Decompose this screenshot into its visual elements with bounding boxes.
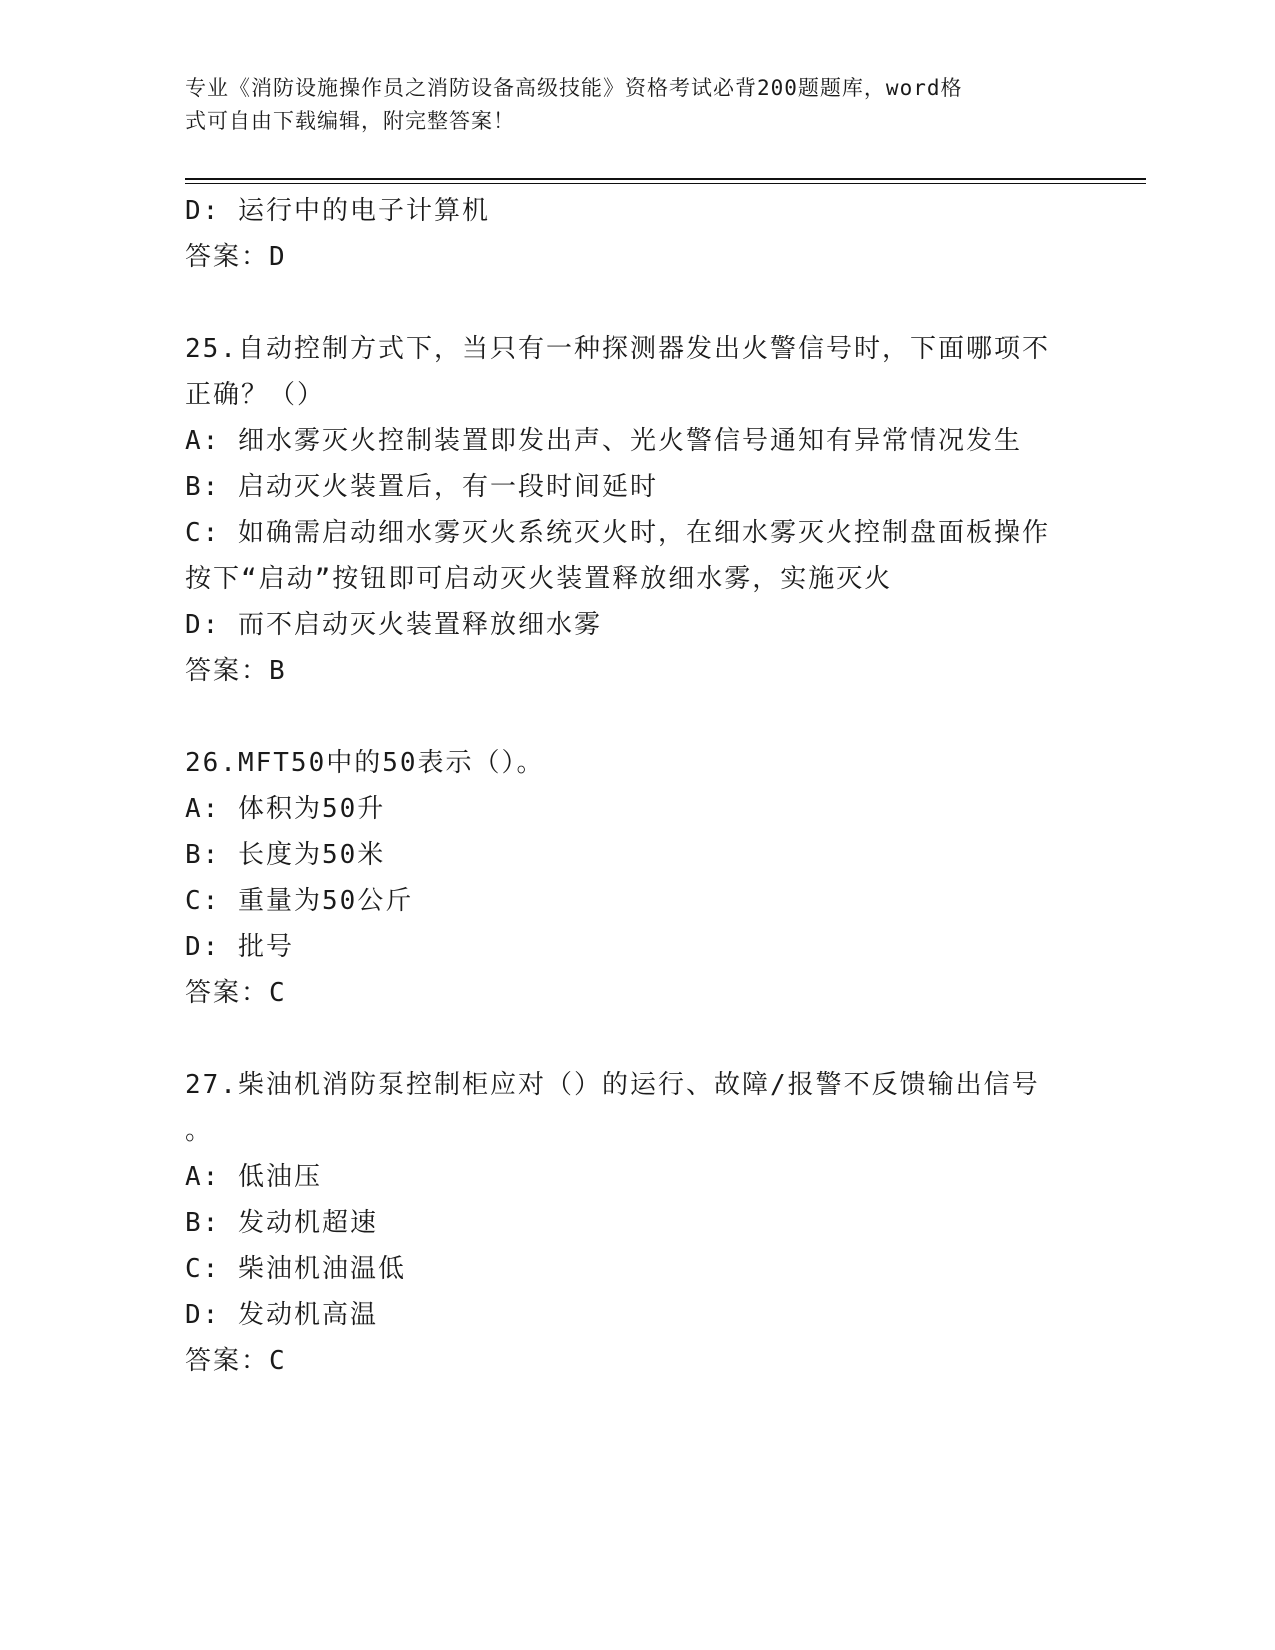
- question-stem-continued: 。: [185, 1116, 214, 1146]
- option-d: D: 发动机高温: [185, 1300, 378, 1330]
- option-c: C: 柴油机油温低: [185, 1254, 406, 1284]
- option-a: A: 体积为50升: [185, 794, 386, 824]
- answer: 答案：B: [185, 656, 287, 686]
- option-d: D: 运行中的电子计算机: [185, 196, 490, 226]
- spacer: [185, 694, 1085, 740]
- option-b: B: 启动灭火装置后，有一段时间延时: [185, 472, 658, 502]
- answer: 答案：D: [185, 242, 287, 272]
- option-a: A: 低油压: [185, 1162, 322, 1192]
- question-stem: 25.自动控制方式下，当只有一种探测器发出火警信号时，下面哪项不: [185, 334, 1050, 364]
- header-line-2: 式可自由下载编辑，附完整答案！: [185, 109, 515, 133]
- option-c-continued: 按下“启动”按钮即可启动灭火装置释放细水雾，实施灭火: [185, 564, 893, 594]
- spacer: [185, 280, 1085, 326]
- option-d: D: 而不启动灭火装置释放细水雾: [185, 610, 602, 640]
- question-27: [185, 1062, 1085, 1384]
- previous-question-tail: [185, 188, 1085, 280]
- header-divider-thin: [185, 183, 1146, 184]
- option-b: B: 发动机超速: [185, 1208, 378, 1238]
- question-stem: 26.MFT50中的50表示（）。: [185, 748, 545, 778]
- header-divider-thick: [185, 178, 1146, 180]
- question-25: [185, 326, 1085, 694]
- document-header: [185, 72, 1065, 138]
- option-b: B: 长度为50米: [185, 840, 386, 870]
- option-a: A: 细水雾灭火控制装置即发出声、光火警信号通知有异常情况发生: [185, 426, 1022, 456]
- answer: 答案：C: [185, 978, 287, 1008]
- option-c: C: 如确需启动细水雾灭火系统灭火时，在细水雾灭火控制盘面板操作: [185, 518, 1050, 548]
- question-stem: 27.柴油机消防泵控制柜应对（）的运行、故障/报警不反馈输出信号: [185, 1070, 1040, 1100]
- question-stem-continued: 正确？（）: [185, 380, 326, 410]
- header-line-1: 专业《消防设施操作员之消防设备高级技能》资格考试必背200题题库，word格: [185, 76, 963, 100]
- option-d: D: 批号: [185, 932, 294, 962]
- spacer: [185, 1016, 1085, 1062]
- option-c: C: 重量为50公斤: [185, 886, 414, 916]
- answer: 答案：C: [185, 1346, 287, 1376]
- question-list: [185, 188, 1085, 1384]
- question-26: [185, 740, 1085, 1016]
